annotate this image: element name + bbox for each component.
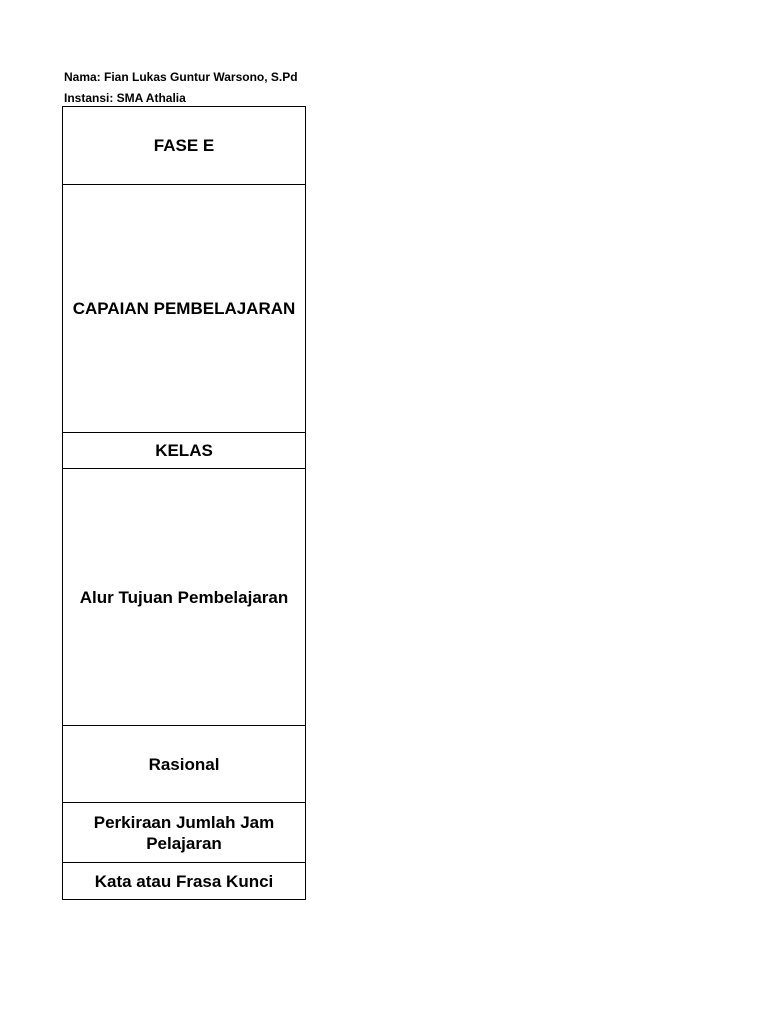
cell-capaian-pembelajaran: CAPAIAN PEMBELAJARAN xyxy=(63,185,306,433)
table-row-alur xyxy=(63,469,306,726)
cell-fase: FASE E xyxy=(63,107,306,185)
cell-jumlah-jam: Perkiraan Jumlah Jam Pelajaran xyxy=(63,803,306,863)
learning-outline-table xyxy=(62,106,306,900)
table-row-jam xyxy=(63,803,306,863)
cell-kata-kunci: Kata atau Frasa Kunci xyxy=(63,863,306,900)
cell-alur-tujuan: Alur Tujuan Pembelajaran xyxy=(63,469,306,726)
institution-name: Instansi: SMA Athalia xyxy=(64,91,186,105)
table-row-fase xyxy=(63,107,306,185)
table-row-capaian xyxy=(63,185,306,433)
cell-rasional: Rasional xyxy=(63,726,306,803)
table-row-rasional xyxy=(63,726,306,803)
table-row-kata-kunci xyxy=(63,863,306,900)
cell-kelas: KELAS xyxy=(63,433,306,469)
author-name: Nama: Fian Lukas Guntur Warsono, S.Pd xyxy=(64,70,298,84)
table-row-kelas xyxy=(63,433,306,469)
